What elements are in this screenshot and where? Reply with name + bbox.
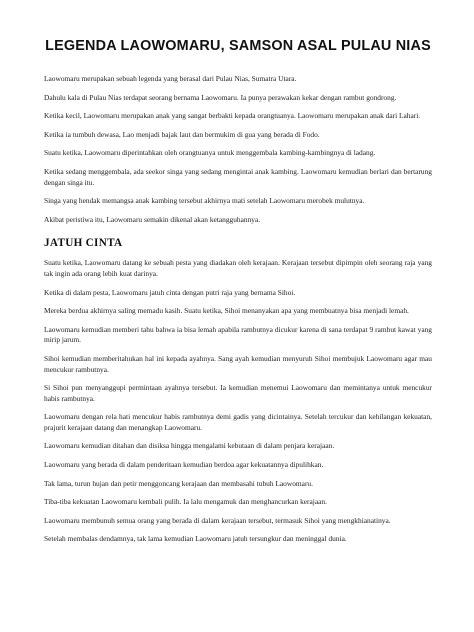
paragraph: Si Sihoi pun menyanggupi permintaan ayahnya tersebut. Ia kemudian menemui Laowomaru dan memintanya untuk mencukur habis rambutnya. [44,383,432,403]
paragraph: Suatu ketika, Laowomaru datang ke sebuah pesta yang diadakan oleh kerajaan. Kerajaan tersebut dipimpin oleh seorang raja yang tak ingin ada orang lebih kuat darinya. [44,258,432,278]
paragraph: Tak lama, turun hujan dan petir menggoncang kerajaan dan membasahi tubuh Laowomaru. [44,478,313,488]
section-heading: JATUH CINTA [44,237,123,250]
paragraph: Laowomaru kemudian ditahan dan disiksa hingga mengalami kebutaan di dalam penjara kerajaan. [44,441,335,451]
paragraph: Suatu ketika, Laowomaru diperintahkan oleh orangtuanya untuk menggembala kambing-kambingnya di ladang. [44,148,376,158]
paragraph: Laowomaru membunuh semua orang yang berada di dalam kerajaan tersebut, termasuk Sihoi yang mengkhianatinya. [44,515,391,525]
paragraph: Ketika di dalam pesta, Laowomaru jatuh cinta dengan putri raja yang bernama Sihoi. [44,287,296,297]
paragraph: Setelah membalas dendamnya, tak lama kemudian Laowomaru jatuh tersungkur dan meninggal dunia. [44,534,347,544]
paragraph: Ketika kecil, Laowomaru merupakan anak yang sangat berbakti kepada orangtuanya. Laowomaru merupakan anak dari Lahari. [44,111,421,121]
paragraph: Laowomaru merupakan sebuah legenda yang berasal dari Pulau Nias, Sumatra Utara. [44,74,297,83]
intro-section [44,74,432,225]
paragraph: Laowomaru yang berada di dalam penderitaan kemudian berdoa agar kekuatannya dipulihkan. [44,460,324,470]
paragraph: Singa yang hendak memangsa anak kambing tersebut akhirnya mati setelah Laowomaru merobek mulutnya. [44,196,365,206]
paragraph: Mereka berdua akhirnya saling memadu kasih. Suatu ketika, Sihoi menanyakan apa yang membuatnya bisa menjadi lemah. [44,306,409,316]
paragraph: Laowomaru kemudian memberi tahu bahwa ia bisa lemah apabila rambutnya dicukur karena di sana terdapat 9 rambut kawat yang mirip jarum. [44,324,432,345]
paragraph: Dahulu kala di Pulau Nias terdapat seorang bernama Laowomaru. Ia punya perawakan kekar dengan rambut gondrong. [44,92,397,102]
document-title: LEGENDA LAOWOMARU, SAMSON ASAL PULAU NIAS [45,38,431,54]
paragraph: Ketika ia tumbuh dewasa, Lao menjadi bajak laut dan bermukim di gua yang berada di Fodo. [44,129,320,139]
paragraph: Laowomaru dengan rela hati mencukur habis rambutnya demi gadis yang dicintainya. Setelah tercukur dan kehilangan kekuatan, prajurit kerajaan datang dan menangkap Laowomaru. [44,412,432,432]
paragraph: Ketika sedang menggembala, ada seekor singa yang sedang mengintai anak kambing. Laowomaru kemudian berlari dan bertarung dengan singa itu. [44,166,432,187]
paragraph: Akibat peristiwa itu, Laowomaru semakin dikenal akan ketangguhannya. [44,214,261,224]
paragraph: Sihoi kemudian memberitahukan hal ini kepada ayahnya. Sang ayah kemudian menyuruh Sihoi membujuk Laowomaru agar mau mencukur rambutnya. [44,353,432,374]
jatuh-cinta-section [44,258,432,545]
paragraph: Tiba-tiba kekuatan Laowomaru kembali pulih. Ia lalu mengamuk dan menghancurkan kerajaan. [44,497,327,507]
